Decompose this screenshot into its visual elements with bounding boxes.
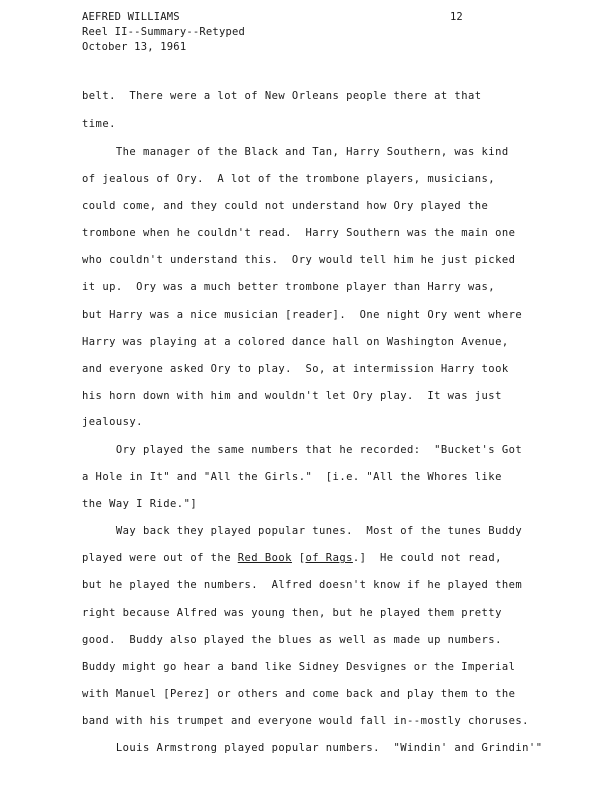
- underlined-book-title: of Rags: [305, 552, 353, 564]
- body-line: could come, and they could not understand how Ory played the: [82, 200, 489, 212]
- line-segment: [: [291, 552, 306, 564]
- body-line: trombone when he couldn't read. Harry Southern was the main one: [82, 227, 516, 239]
- body-line: right because Alfred was young then, but he played them pretty: [82, 607, 502, 619]
- body-line: jealousy.: [82, 416, 143, 428]
- body-line: it up. Ory was a much better trombone player than Harry was,: [82, 281, 496, 293]
- line-segment: .] He could not read,: [352, 552, 502, 564]
- body-line: band with his trumpet and everyone would fall in--mostly choruses.: [82, 715, 529, 727]
- body-line: and everyone asked Ory to play. So, at intermission Harry took: [82, 363, 509, 375]
- body-line: who couldn't understand this. Ory would tell him he just picked: [82, 254, 516, 266]
- reel-info: Reel II--Summary--Retyped: [82, 26, 246, 38]
- body-line: belt. There were a lot of New Orleans people there at that: [82, 90, 482, 102]
- body-line: a Hole in It" and "All the Girls." [i.e. "All the Whores like: [82, 471, 502, 483]
- body-line: time.: [82, 118, 116, 130]
- body-line-with-titles: [82, 551, 502, 565]
- page-number: 12: [450, 11, 463, 23]
- body-line: good. Buddy also played the blues as well as made up numbers.: [82, 634, 502, 646]
- document-header: [82, 10, 245, 55]
- body-line: The manager of the Black and Tan, Harry Southern, was kind: [82, 146, 509, 158]
- body-line: the Way I Ride."]: [82, 498, 198, 510]
- body-line: but Harry was a nice musician [reader]. One night Ory went where: [82, 309, 523, 321]
- body-line: Buddy might go hear a band like Sidney Desvignes or the Imperial: [82, 661, 516, 673]
- body-line: Ory played the same numbers that he recorded: "Bucket's Got: [82, 444, 523, 456]
- body-line: Way back they played popular tunes. Most of the tunes Buddy: [82, 525, 523, 537]
- body-line: with Manuel [Perez] or others and come back and play them to the: [82, 688, 516, 700]
- body-line: Harry was playing at a colored dance hall on Washington Avenue,: [82, 336, 509, 348]
- underlined-book-title: Red Book: [237, 552, 292, 564]
- body-line: Louis Armstrong played popular numbers. "Windin' and Grindin'": [82, 742, 543, 754]
- body-line: but he played the numbers. Alfred doesn't know if he played them: [82, 579, 523, 591]
- interviewee-name: AEFRED WILLIAMS: [82, 11, 180, 23]
- interview-date: October 13, 1961: [82, 41, 187, 53]
- body-line: of jealous of Ory. A lot of the trombone players, musicians,: [82, 173, 496, 185]
- body-line: his horn down with him and wouldn't let Ory play. It was just: [82, 390, 502, 402]
- line-segment: played were out of the: [82, 552, 238, 564]
